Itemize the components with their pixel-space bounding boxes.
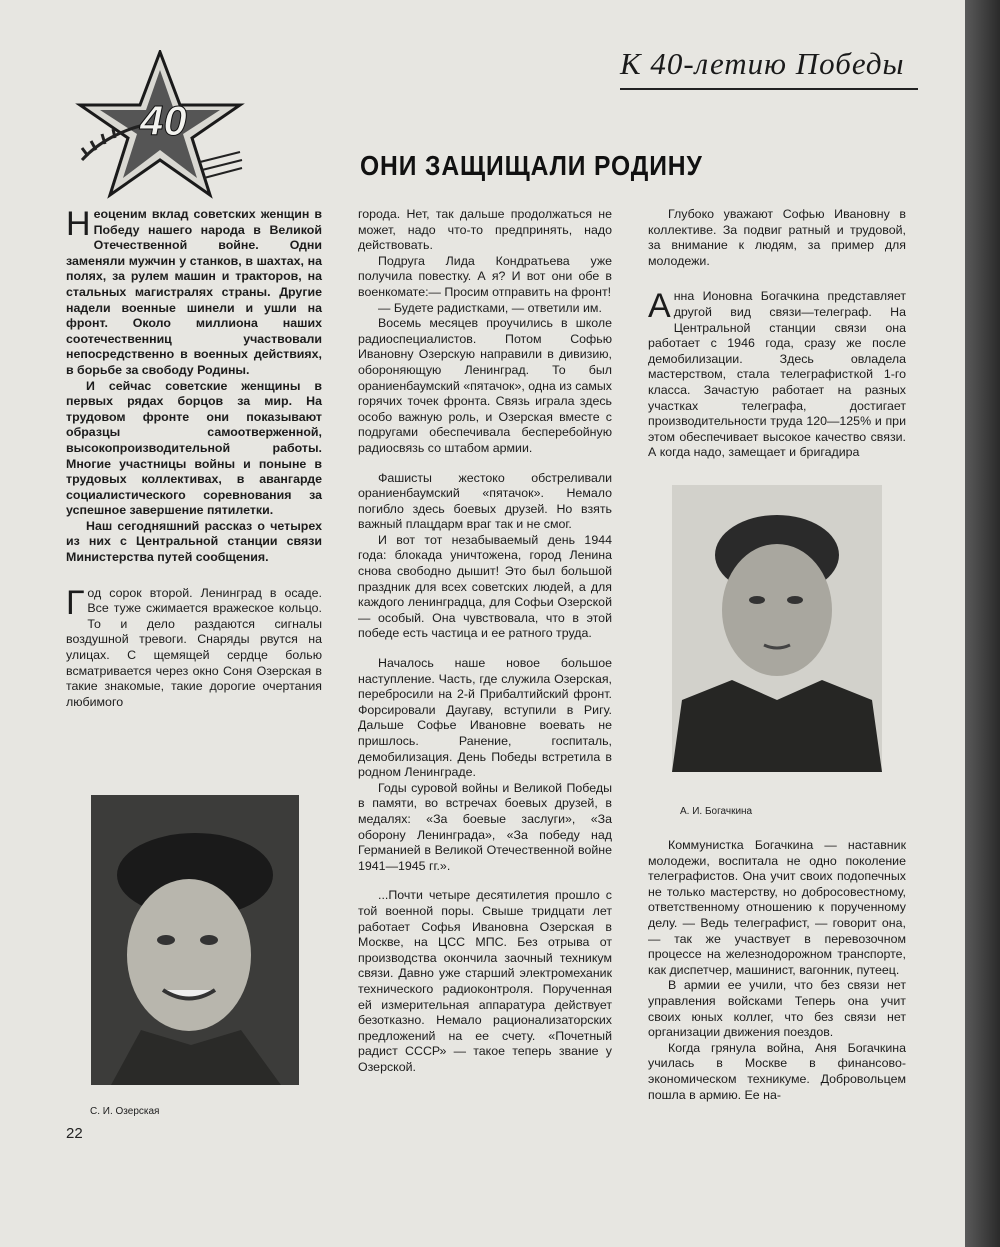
section-header: К 40-летию Победы xyxy=(620,46,905,81)
photo-bogachkina xyxy=(672,485,882,772)
photo-ozerskaya xyxy=(91,795,299,1085)
body-paragraph: — Будете радистками, — ответили им. xyxy=(378,300,602,315)
body-paragraph: И вот тот незабываемый день 1944 года: блокада уничтожена, город Ленина снова свободно дышит! Это был большой праздник для всех советских людей, а для каждого ленинградца, для Софьи Озерской — особый. Она чувствовала, что в этой победе есть частица и ее ратного труда. xyxy=(358,532,612,641)
body-paragraph: Глубоко уважают Софью Ивановну в коллективе. За подвиг ратный и трудовой, за внимание к людям, за пример для молодежи. xyxy=(648,207,906,268)
body-paragraph: города. Нет, так дальше продолжаться не может, надо что-то предпринять, надо действовать. xyxy=(358,207,612,253)
intro-paragraph-2: И сейчас советские женщины в первых рядах борцов за мир. На трудовом фронте они показывают образцы самоотверженной, высокопроизводительной работы. Многие участницы войны и поныне в трудовых коллективах, в авангарде социалистического соревнования за успешное завершение пятилетки. xyxy=(66,378,322,518)
intro-paragraph-1: Неоценим вклад советских женщин в Победу нашего народа в Великой Отечественной войне. Одни заменяли мужчин у станков, в шахтах, на полях, за рулем машин и тракторов, на стальных магистралях страны. Другие надели военные шинели и ушли на фронт. Около миллиона наших соотечественниц участвовали непосредственно в военных действиях, в борьбе за свободу Родины. xyxy=(66,205,322,377)
body-paragraph: Годы суровой войны и Великой Победы в памяти, во встречах боевых друзей, в медалях: «За боевые заслуги», «За оборону Ленинграда», «За победу над Германией в Великой Отечественной войне 1941—1945 гг.». xyxy=(358,780,612,873)
body-paragraph: Подруга Лида Кондратьева уже получила повестку. А я? И вот они обе в военкомате:— Просим отправить на фронт! xyxy=(358,253,612,299)
drop-cap: А xyxy=(648,287,671,326)
column-3-top xyxy=(648,207,906,461)
column-3-bottom xyxy=(648,838,906,1103)
body-paragraph: Когда грянула война, Аня Богачкина училась в Москве в финансово-экономическом техникуме. Добровольцем пошла в армию. Ее на- xyxy=(648,1040,906,1102)
body-paragraph: Фашисты жестоко обстреливали ораниенбаумский «пятачок». Немало погибло здесь боевых друзей. Но взять важный плацдарм враг так и не смог. xyxy=(358,470,612,532)
drop-cap: Г xyxy=(66,583,85,622)
body-paragraph: Началось наше новое большое наступление. Часть, где служила Озерская, перебросили на 2-й Прибалтийский фронт. Форсировали Даугаву, вступили в Ригу. Дальше Софье Ивановне воевать не пришлось. Ранение, госпиталь, демобилизация. День Победы встретила в родном Ленинграде. xyxy=(358,656,612,780)
body-paragraph: Восемь месяцев проучились в школе радиоспециалистов. Потом Софью Ивановну Озерскую направили в дивизию, обороняющую Ленинград. То был ораниенбаумский «пятачок», одна из самых горячих точек фронта. Связь играла здесь особо важную роль, и Озерская вместе с подругами обеспечивала бесперебойную радиосвязь со штабом армии. xyxy=(358,316,612,455)
column-2 xyxy=(358,207,612,1075)
page-number: 22 xyxy=(66,1125,83,1142)
intro-paragraph-3: Наш сегодняшний рассказ о четырех из них с Центральной станции связи Министерства путей сообщения. xyxy=(66,518,322,565)
header-rule xyxy=(620,88,918,90)
page-binding-edge xyxy=(965,0,1000,1247)
star-40-emblem xyxy=(70,50,250,200)
caption-bogachkina: А. И. Богачкина xyxy=(680,806,753,817)
body-paragraph: ...Почти четыре десятилетия прошло с той военной поры. Свыше тридцати лет работает Софья Ивановна Озерская в Москве, на ЦСС МПС. Без отрыва от производства окончила заочный техникум связи. Давно уже старший электромеханик технического радиоконтроля. Порученная ей измерительная аппаратура действует безотказно. Немало рационализаторских предложений на ее счету. «Почетный радист СССР» — такое теперь звание у Озерской. xyxy=(358,888,612,1074)
body-paragraph: Коммунистка Богачкина — наставник молодежи, воспитала не одно поколение телеграфистов. Она учит своих подопечных не только мастерству, но добросовестному, ответственному отношению к порученному делу. — Ведь телеграфист, — говорит она, — так же участвует в перевозочном процессе на железнодорожном транспорте, как диспетчер, машинист, вагонник, путеец. xyxy=(648,838,906,977)
column-1 xyxy=(66,207,322,710)
emblem-number: 40 xyxy=(140,97,187,144)
body-paragraph: Год сорок второй. Ленинград в осаде. Все туже сжимается вражеское кольцо. То и дело раздаются сигналы воздушной тревоги. Снаряды рвутся на улицах. С щемящей сердце болью всматривается через окно Соня Озерская в такие знакомые, такие дорогие очертания любимого xyxy=(66,583,322,709)
article-title: ОНИ ЗАЩИЩАЛИ РОДИНУ xyxy=(360,150,703,181)
body-paragraph: Анна Ионовна Богачкина представляет другой вид связи—телеграф. На Центральной станции связи она работает с 1946 года, сразу же после демобилизации. Здесь овладела мастерством, стала телеграфисткой 1-го класса. Зачастую работает на разных участках телеграфа, достигает производительности труда 120—125% и при этом обеспечивает высокое качество связи. А когда надо, замещает и бригадира xyxy=(648,287,906,460)
caption-ozerskaya: С. И. Озерская xyxy=(90,1106,160,1117)
body-paragraph: В армии ее учили, что без связи нет управления войсками Теперь она учит своих юных коллег, что без связи нет организации движения поездов. xyxy=(648,978,906,1040)
drop-cap: Н xyxy=(66,205,91,243)
